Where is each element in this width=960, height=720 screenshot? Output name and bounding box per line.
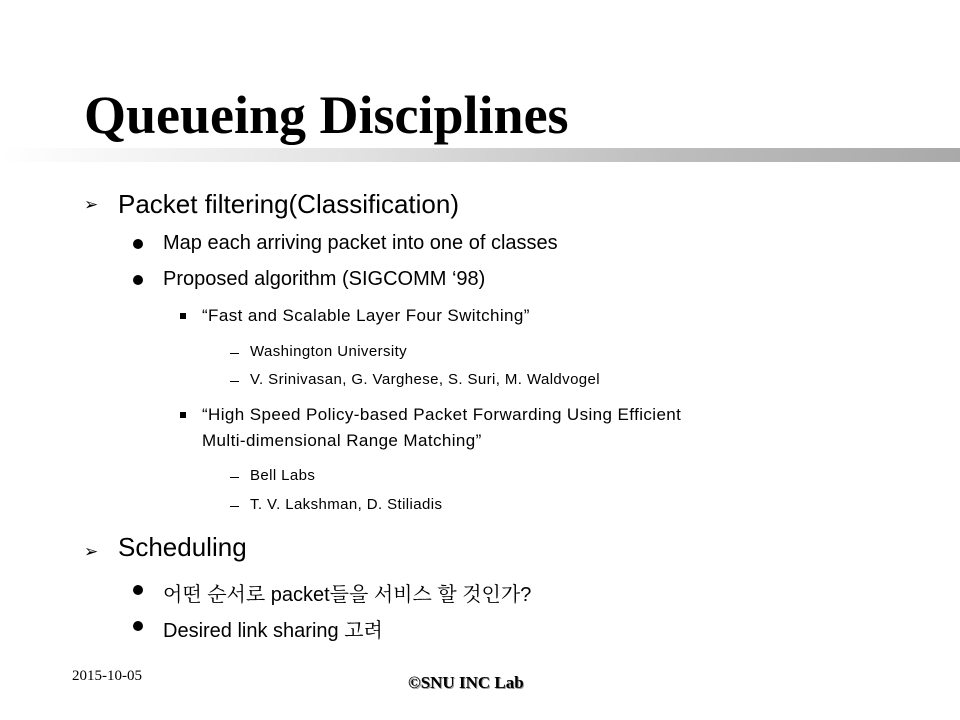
footer-credit: ©SNU INC Lab [408,673,524,692]
bullet-packet-order: 어떤 순서로 packet들을 서비스 할 것인가? [163,584,532,606]
dash-bullet-icon [230,477,239,478]
section-heading-packet-filtering: Packet filtering(Classification) [118,189,460,219]
paper-authors-srinivasan: V. Srinivasan, G. Varghese, S. Suri, M. Waldvogel [250,371,601,388]
paper-title-high-speed-line-1: “High Speed Policy-based Packet Forwarding Using Efficient [202,405,682,424]
round-bullet-icon [133,621,143,631]
bullet-proposed-algorithm: Proposed algorithm (SIGCOMM ‘98) [163,268,486,290]
paper-title-high-speed-line-2: Multi-dimensional Range Matching” [202,431,482,450]
arrowhead-bullet-icon: ➢ [84,195,99,214]
square-bullet-icon [180,412,186,418]
dash-bullet-icon [230,381,239,382]
arrowhead-bullet-icon: ➢ [84,542,99,561]
title-underline [0,148,960,162]
square-bullet-icon [180,313,186,319]
section-heading-scheduling: Scheduling [118,532,247,562]
slide-title: Queueing Disciplines [84,85,569,145]
paper-affiliation-bell-labs: Bell Labs [250,467,316,484]
footer-date: 2015-10-05 [72,668,142,684]
round-bullet-icon [133,275,143,285]
paper-authors-lakshman: T. V. Lakshman, D. Stiliadis [250,496,443,513]
round-bullet-icon [133,239,143,249]
dash-bullet-icon [230,506,239,507]
round-bullet-icon [133,585,143,595]
dash-bullet-icon [230,353,239,354]
bullet-link-sharing: Desired link sharing 고려 [163,620,383,642]
paper-affiliation-washington: Washington University [250,343,408,360]
bullet-map-packets: Map each arriving packet into one of classes [163,232,558,254]
paper-title-fast-scalable: “Fast and Scalable Layer Four Switching” [202,306,530,325]
